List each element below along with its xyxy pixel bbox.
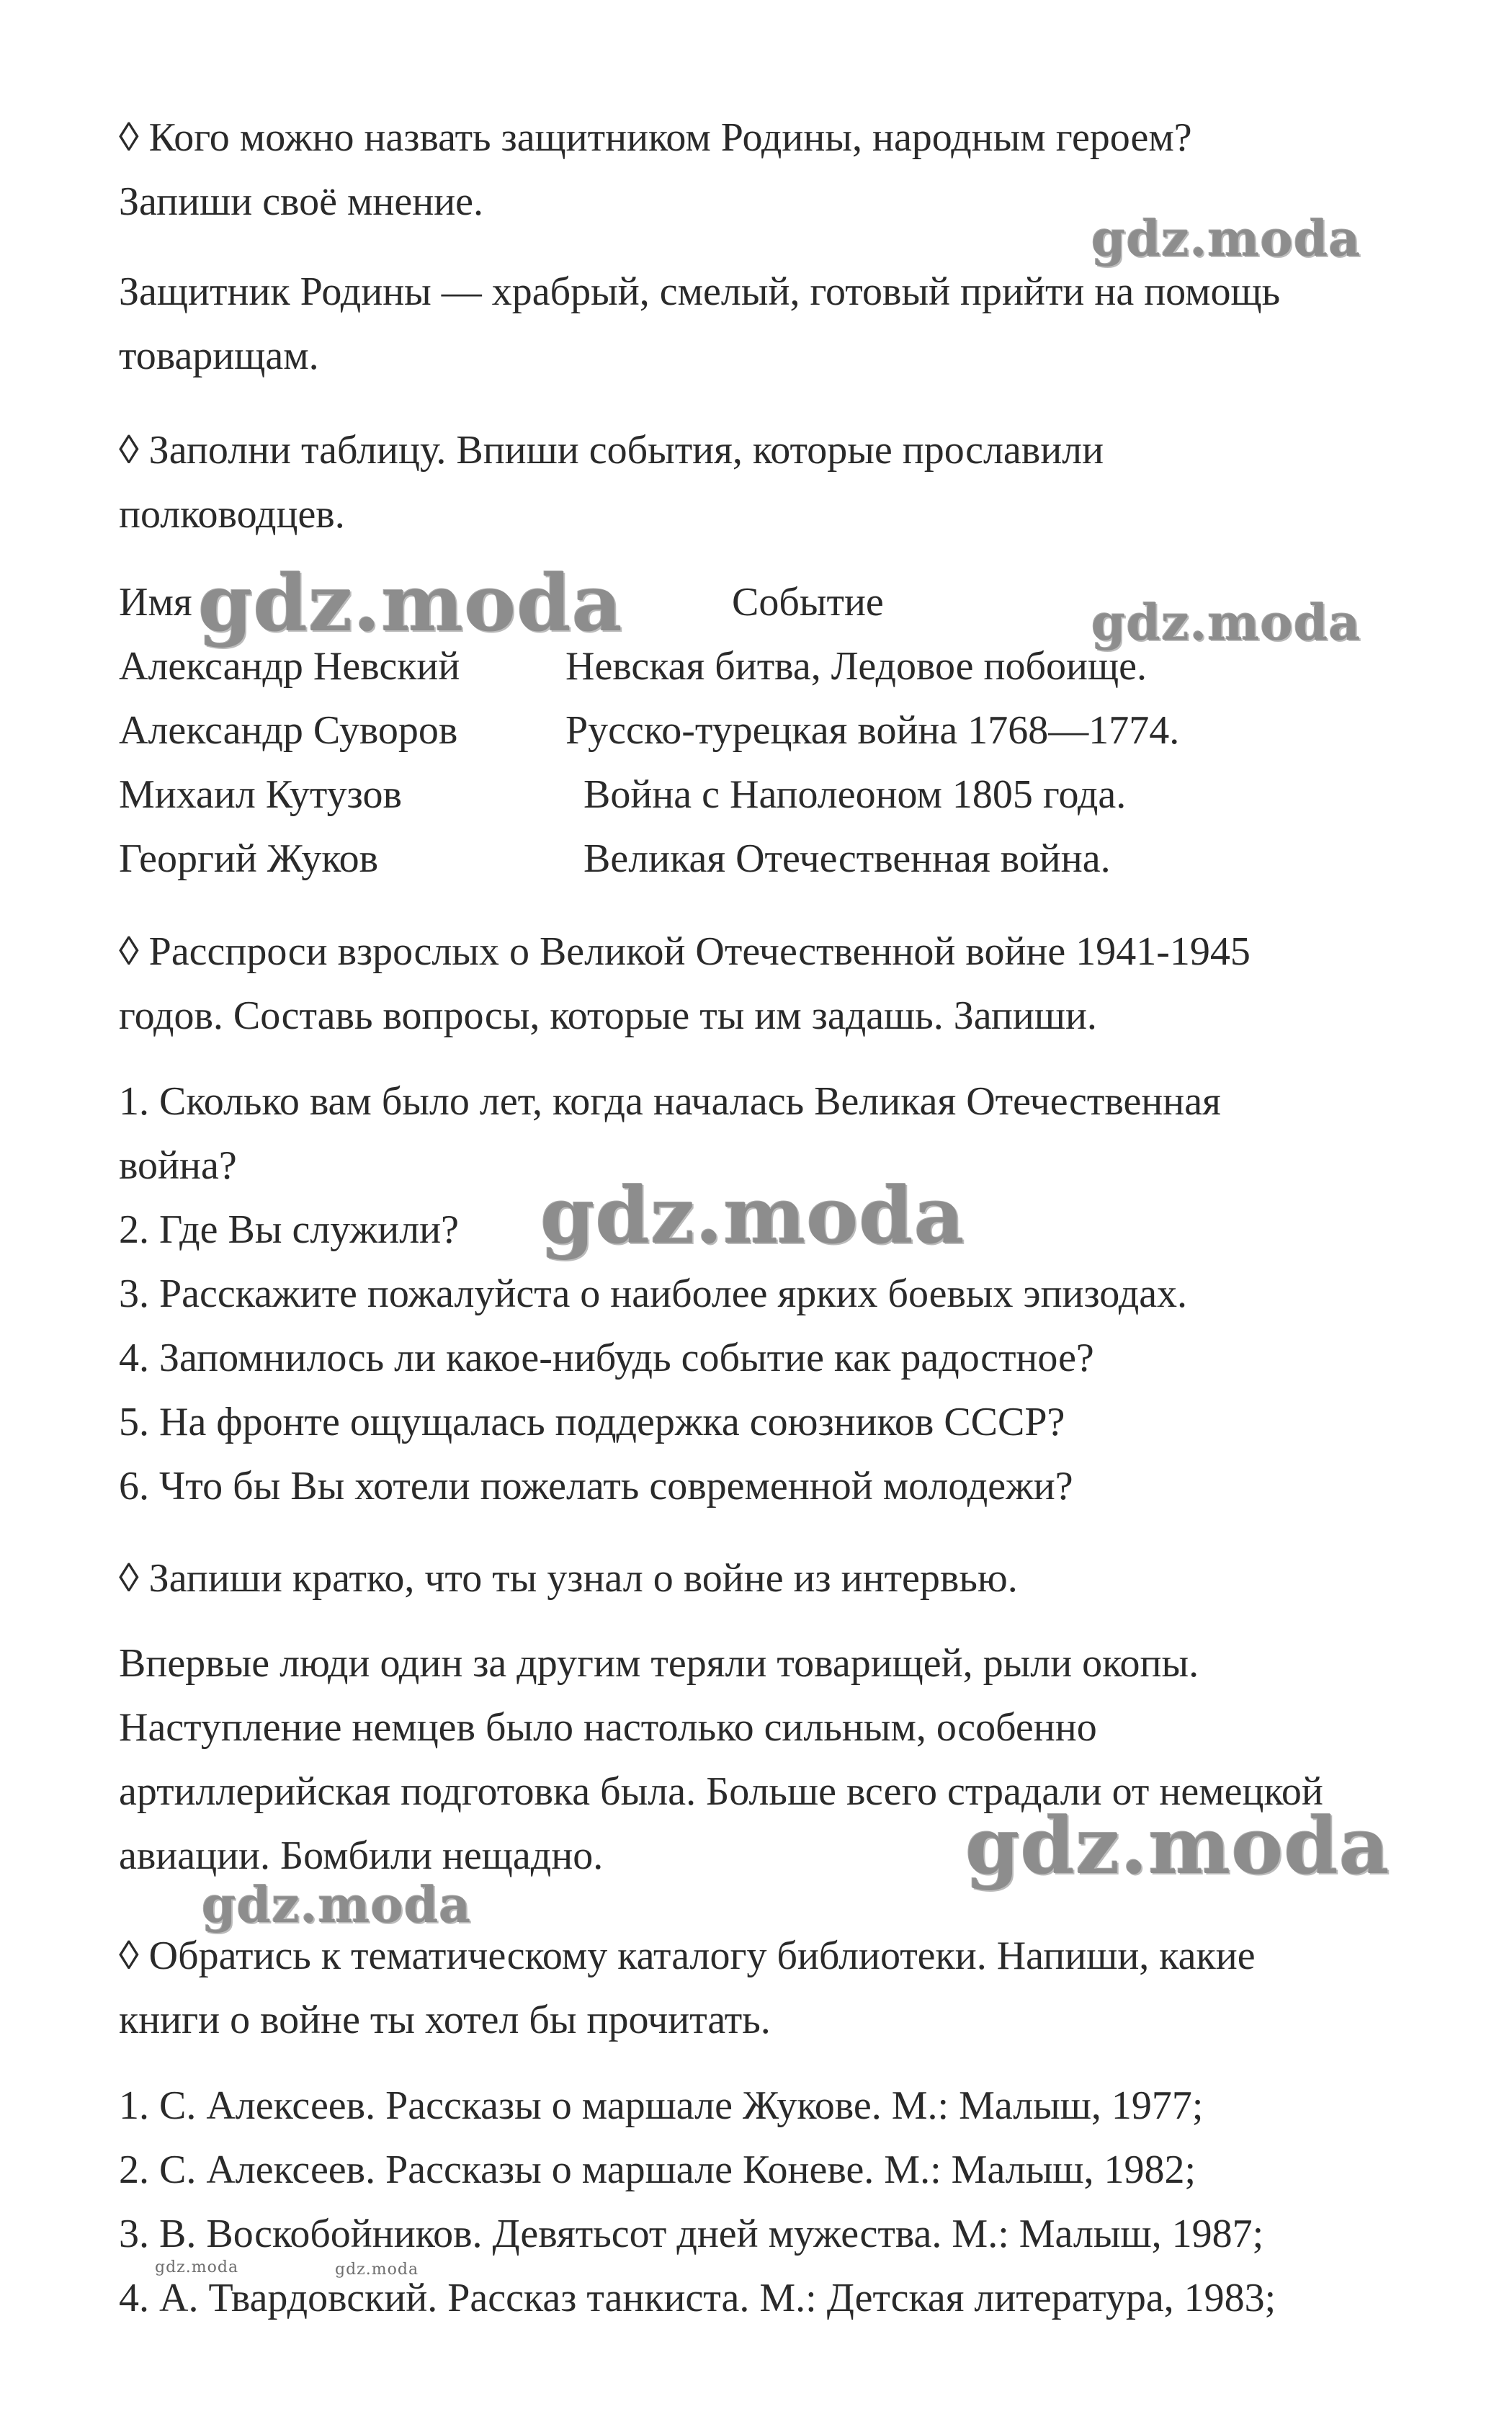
watermark: gdz.moda (155, 2258, 239, 2276)
watermark: gdz.moda (335, 2261, 419, 2279)
book-list-item: 4. А. Твардовский. Рассказ танкиста. М.: Детская литература, 1983; (119, 2276, 1276, 2320)
question-5-line-2: книги о войне ты хотел бы прочитать. (119, 1998, 771, 2042)
book-list-item: 3. В. Воскобойников. Девятьсот дней мужества. М.: Малыш, 1987; (119, 2212, 1264, 2256)
watermark: gdz.moda (1091, 594, 1361, 652)
list-item: 6. Что бы Вы хотели пожелать современной молодежи? (119, 1464, 1073, 1509)
answer-1-line-2: товарищам. (119, 334, 319, 378)
question-3-line-1: ◊ Расспроси взрослых о Великой Отечественной войне 1941-1945 (119, 929, 1251, 974)
table-row-name: Александр Невский (119, 644, 460, 689)
answer-4-line: Наступление немцев было настолько сильным, особенно (119, 1705, 1097, 1750)
question-5-line-1: ◊ Обратись к тематическому каталогу библиотеки. Напиши, какие (119, 1934, 1256, 1978)
question-2-line-2: полководцев. (119, 492, 345, 537)
table-row-name: Георгий Жуков (119, 836, 379, 881)
table-header-name: Имя (119, 580, 192, 625)
question-2-line-1: ◊ Заполни таблицу. Впиши события, которые прославили (119, 428, 1104, 473)
list-item: 2. Где Вы служили? (119, 1207, 459, 1252)
list-item: 4. Запомнилось ли какое-нибудь событие как радостное? (119, 1336, 1094, 1380)
question-3-line-2: годов. Составь вопросы, которые ты им задашь. Запиши. (119, 993, 1097, 1038)
watermark: gdz.moda (198, 558, 623, 649)
list-item: 1. Сколько вам было лет, когда началась Великая Отечественная (119, 1079, 1221, 1124)
list-item: 3. Расскажите пожалуйста о наиболее ярких боевых эпизодах. (119, 1271, 1188, 1316)
question-1-line-1: ◊ Кого можно назвать защитником Родины, народным героем? (119, 115, 1192, 160)
answer-4-line: Впервые люди один за другим теряли товарищей, рыли окопы. (119, 1641, 1199, 1686)
table-row-event: Русско-турецкая война 1768—1774. (565, 708, 1180, 753)
list-item: 5. На фронте ощущалась поддержка союзников СССР? (119, 1400, 1065, 1444)
watermark: gdz.moda (202, 1877, 472, 1934)
watermark: gdz.moda (540, 1171, 965, 1261)
list-item: война? (119, 1143, 237, 1188)
table-row-event: Великая Отечественная война. (583, 836, 1111, 881)
table-row-event: Война с Наполеоном 1805 года. (583, 772, 1127, 817)
question-4-line-1: ◊ Запиши кратко, что ты узнал о войне из интервью. (119, 1556, 1018, 1601)
watermark: gdz.moda (965, 1801, 1390, 1892)
book-list-item: 1. С. Алексеев. Рассказы о маршале Жукове. М.: Малыш, 1977; (119, 2083, 1204, 2128)
watermark: gdz.moda (1091, 210, 1361, 268)
question-1-line-2: Запиши своё мнение. (119, 179, 484, 224)
book-list-item: 2. С. Алексеев. Рассказы о маршале Коневе. М.: Малыш, 1982; (119, 2147, 1196, 2192)
table-row-event: Невская битва, Ледовое побоище. (565, 644, 1147, 689)
table-row-name: Михаил Кутузов (119, 772, 402, 817)
answer-1-line-1: Защитник Родины — храбрый, смелый, готовый прийти на помощь (119, 269, 1281, 314)
table-header-event: Событие (732, 580, 884, 625)
answer-4-line: артиллерийская подготовка была. Больше всего страдали от немецкой (119, 1769, 1323, 1814)
answer-4-line: авиации. Бомбили нещадно. (119, 1833, 604, 1878)
table-row-name: Александр Суворов (119, 708, 458, 753)
